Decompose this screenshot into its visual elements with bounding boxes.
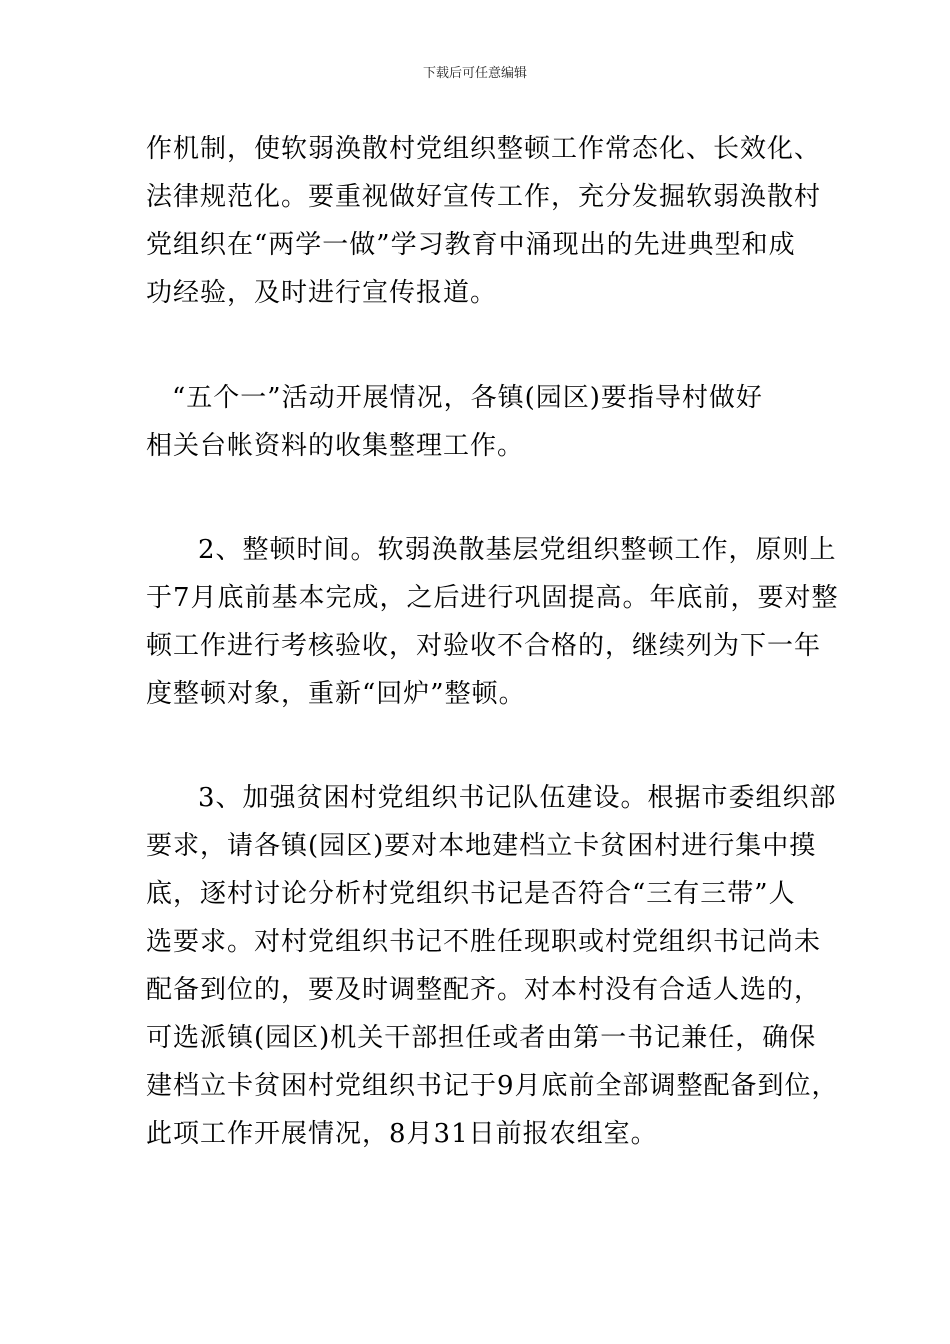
text-line: 党组织在“两学一做”学习教育中涌现出的先进典型和成 [146,230,796,260]
text-line: 2、整顿时间。软弱涣散基层党组织整顿工作，原则上 [198,535,837,565]
text-line: 选要求。对村党组织书记不胜任现职或村党组织书记尚未 [146,927,822,957]
page-header: 下载后可任意编辑 [422,66,527,81]
text-line: 作机制，使软弱涣散村党组织整顿工作常态化、长效化、 [146,134,822,164]
paragraph-rectification-time [146,526,839,718]
text-line: 顿工作进行考核验收，对验收不合格的，继续列为下一年 [146,631,822,661]
text-line: 3、加强贫困村党组织书记队伍建设。根据市委组织部 [198,783,837,813]
text-line: 配备到位的，要及时调整配齐。对本村没有合适人选的， [146,975,822,1005]
text-line: “五个一”活动开展情况，各镇(园区)要指导村做好 [172,383,763,413]
text-line: 于7月底前基本完成，之后进行巩固提高。年底前，要对整 [146,583,839,613]
text-line: 底，逐村讨论分析村党组织书记是否符合“三有三带”人 [146,879,796,909]
text-line: 功经验，及时进行宣传报道。 [146,278,498,308]
text-line: 要求，请各镇(园区)要对本地建档立卡贫困村进行集中摸 [146,831,817,861]
text-line: 法律规范化。要重视做好宣传工作，充分发掘软弱涣散村 [146,182,822,212]
text-line: 度整顿对象，重新“回炉”整顿。 [146,679,526,709]
text-line: 建档立卡贫困村党组织书记于9月底前全部调整配备到位， [146,1071,839,1101]
paragraph-mechanism-publicity [146,125,822,317]
text-line: 可选派镇(园区)机关干部担任或者由第一书记兼任，确保 [146,1023,817,1053]
paragraph-secretary-team [146,774,839,1158]
text-line: 此项工作开展情况，8月31日前报农组室。 [146,1119,658,1149]
paragraph-five-ones [146,374,816,470]
text-line: 相关台帐资料的收集整理工作。 [146,431,525,461]
